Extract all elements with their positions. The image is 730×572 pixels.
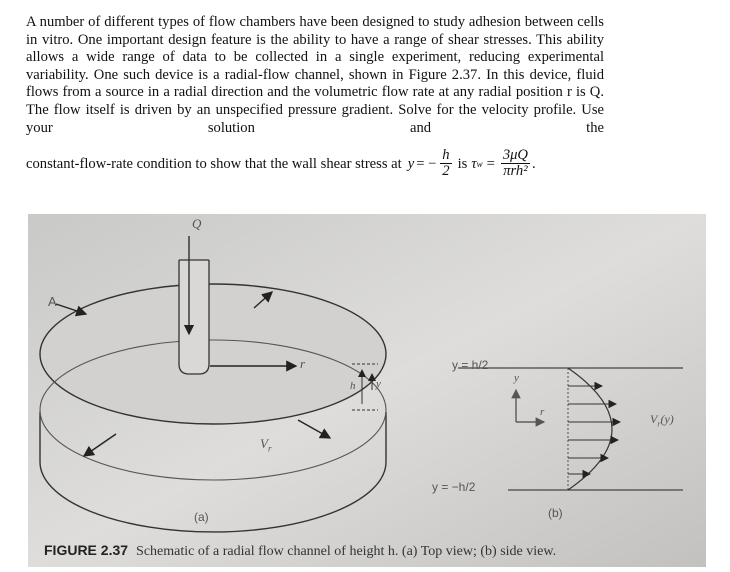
- fraction-denominator: πrh²: [503, 163, 528, 179]
- tau-subscript: w: [476, 158, 483, 169]
- label-vr-subscript: r: [657, 419, 661, 429]
- label-Q: Q: [192, 216, 202, 231]
- fraction-numerator: h: [442, 147, 450, 163]
- disk-top: [40, 284, 386, 424]
- label-V: V: [260, 436, 268, 451]
- shear-stress-condition: [26, 148, 616, 179]
- label-Vr: [260, 436, 271, 454]
- label-y-top: y = h/2: [452, 358, 489, 372]
- label-V-subscript: r: [267, 443, 272, 454]
- condition-text: constant-flow-rate condition to show that the wall shear stress at: [26, 155, 402, 172]
- caption-number: FIGURE 2.37: [44, 542, 129, 558]
- label-y-bottom: y = −h/2: [432, 480, 476, 494]
- tau-symbol: τ: [471, 155, 477, 172]
- label-y-small: y: [376, 378, 381, 390]
- label-h: h: [350, 380, 356, 392]
- label-vr-V: V: [650, 412, 658, 426]
- tube-walls: [179, 260, 209, 374]
- y-variable: y: [407, 155, 415, 172]
- equals-negative: = −: [416, 155, 437, 172]
- label-A: A: [48, 294, 57, 309]
- is-text: is: [457, 155, 468, 172]
- label-r-axis: r: [540, 406, 545, 418]
- label-vr-y: [650, 412, 674, 428]
- figure-drawing: [28, 214, 706, 567]
- caption-text: Schematic of a radial flow channel of height h. (a) Top view; (b) side view.: [136, 544, 557, 559]
- end-period: .: [531, 155, 536, 172]
- label-part-a: (a): [194, 510, 209, 524]
- equals-sign: =: [486, 155, 495, 172]
- label-part-b: (b): [548, 506, 563, 520]
- figure-caption: [44, 542, 696, 560]
- label-r: r: [300, 356, 306, 371]
- fraction-h-over-2: [440, 148, 451, 179]
- fraction-numerator: 3μQ: [502, 147, 528, 163]
- fraction-denominator: 2: [442, 163, 450, 179]
- label-vr-argument: (y): [660, 412, 674, 426]
- problem-text: A number of different types of flow chambers have been designed to study adhesion between cells in vitro. One important design feature is the ability to have a range of shear stresses. This ability allows a wide range of data to be collected in a single experiment, reducing experimental variability. One such device is a radial-flow channel, shown in Figure 2.37. In this device, fluid flows from a source in a radial direction and the volumetric flow rate at any radial position r is Q. The flow itself is driven by an unspecified pressure gradient. Solve for the velocity profile. Use your solution and the: [26, 14, 604, 136]
- label-y-axis: y: [514, 372, 519, 384]
- figure-radial-flow-channel: [28, 214, 706, 567]
- fraction-shear-stress: [501, 148, 530, 179]
